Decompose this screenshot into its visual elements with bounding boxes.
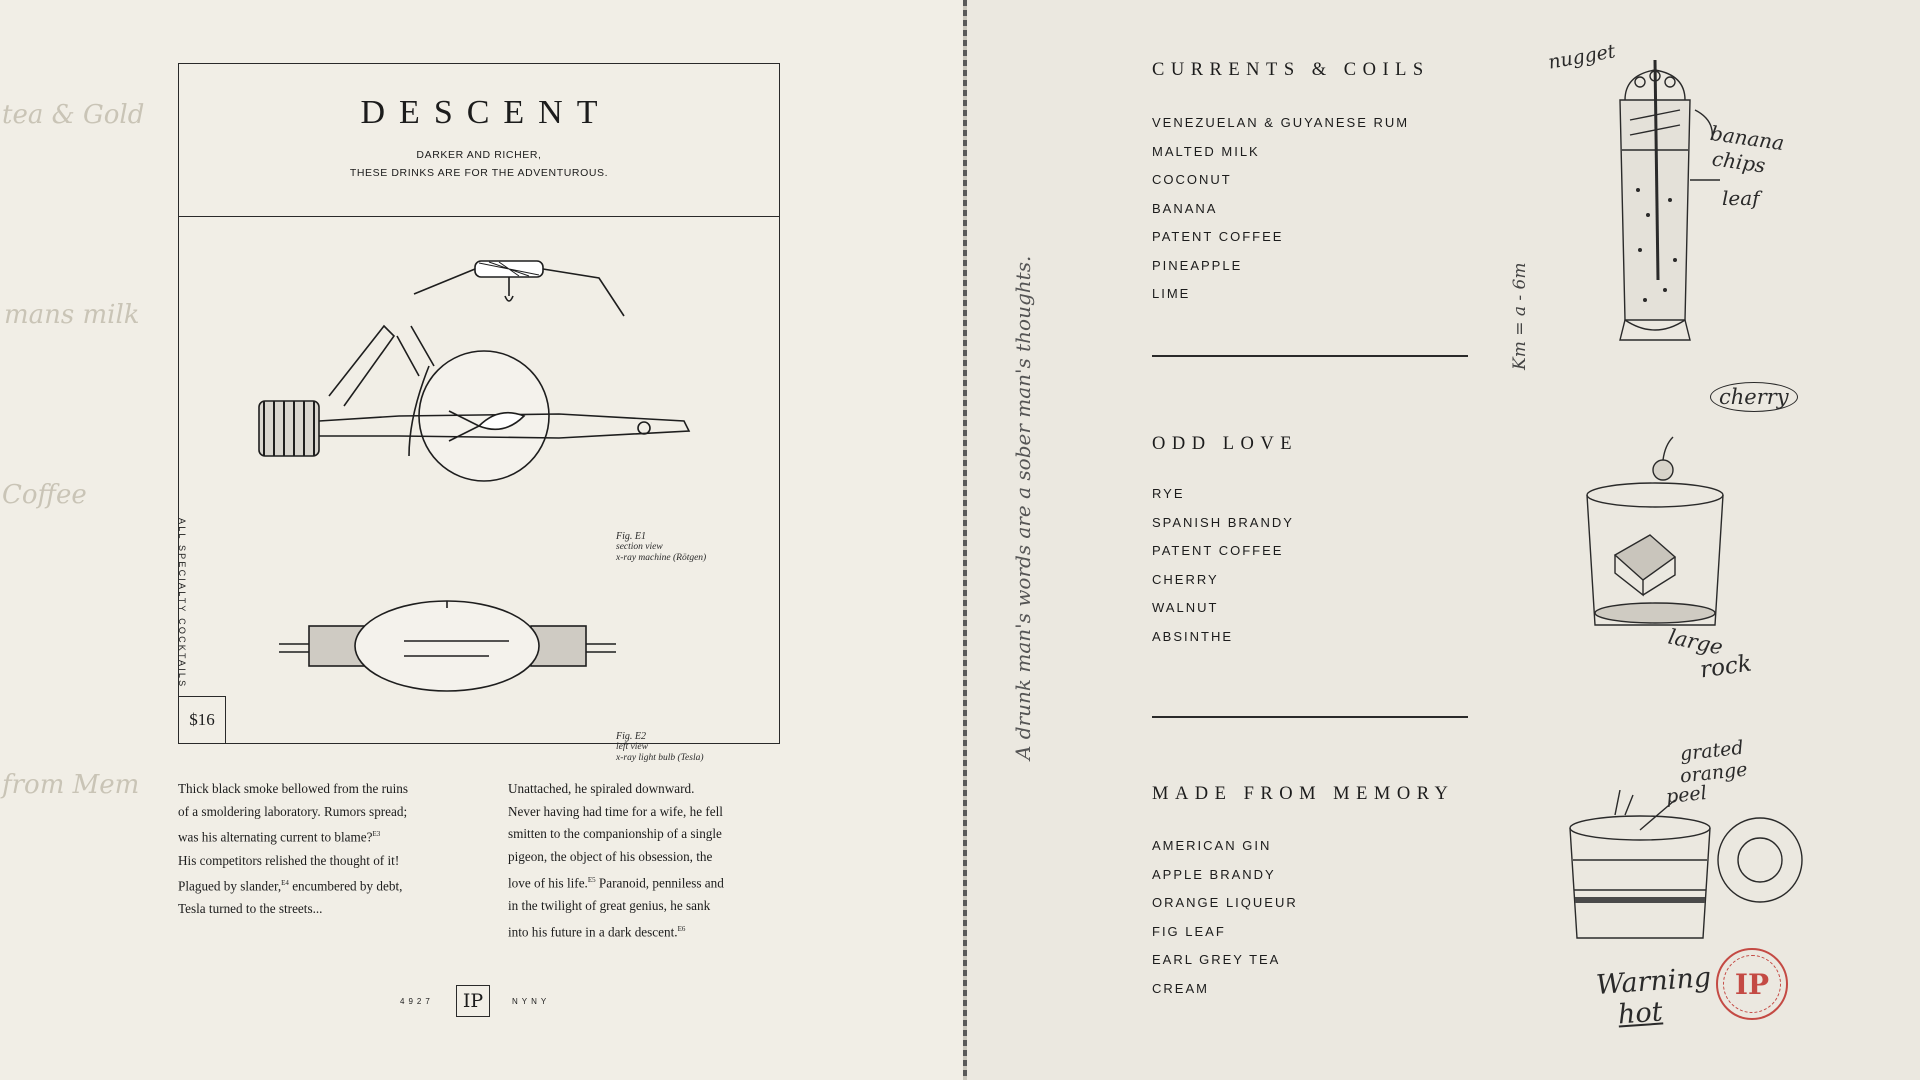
ingredient: LIME xyxy=(1152,286,1191,301)
story-line xyxy=(508,869,798,895)
vertical-label: ALL SPECIALTY COCKTAILS xyxy=(177,518,187,689)
footnote-ref: E5 xyxy=(587,875,596,884)
note-formula: Km = a - 6m xyxy=(1510,262,1530,370)
story-line: Thick black smoke bellowed from the ruins xyxy=(178,781,408,796)
ingredient: EARL GREY TEA xyxy=(1152,952,1281,967)
figure-desc: section view xyxy=(616,542,663,552)
story-line: His competitors relished the thought of it! xyxy=(178,852,400,868)
page-footer xyxy=(400,985,580,1019)
figure-desc: left view xyxy=(616,742,648,752)
ingredient-list xyxy=(1152,480,1294,651)
footnote-ref: E6 xyxy=(677,924,686,933)
story-line: smitten to the companionship of a single xyxy=(508,826,722,842)
figure-desc: x-ray light bulb (Tesla) xyxy=(616,753,704,763)
figure-label: Fig. E2 xyxy=(616,731,646,742)
ingredient: APPLE BRANDY xyxy=(1152,866,1276,882)
xray-illustration xyxy=(179,216,779,763)
story-line: Tesla turned to the streets... xyxy=(178,901,323,917)
note-grated: grated xyxy=(1679,736,1745,766)
story-line xyxy=(508,918,798,944)
figure-desc: x-ray machine (Rötgen) xyxy=(616,553,707,563)
note-peel: peel xyxy=(1664,781,1708,809)
faint-background-scribble: tea & Gold xyxy=(2,100,145,130)
ingredient: COCONUT xyxy=(1152,172,1232,187)
price-badge: $16 xyxy=(179,696,226,743)
ingredient-list xyxy=(1152,109,1409,309)
note-large: large xyxy=(1666,624,1726,660)
ingredient: MALTED MILK xyxy=(1152,143,1260,159)
story-line: of a smoldering laboratory. Rumors spread; xyxy=(178,803,408,819)
footer-location: NYNY xyxy=(512,997,551,1006)
ingredient: WALNUT xyxy=(1152,600,1219,615)
ingredient: AMERICAN GIN xyxy=(1152,838,1272,853)
story-text: love of his life. xyxy=(508,875,588,891)
ingredient: VENEZUELAN & GUYANESE RUM xyxy=(1152,115,1410,130)
ingredient: ORANGE LIQUEUR xyxy=(1152,895,1298,910)
note-rock: rock xyxy=(1698,650,1754,684)
story-line xyxy=(178,823,468,849)
ingredient: PINEAPPLE xyxy=(1152,257,1243,273)
margin-note: A drunk man's words are a sober man's thoughts. xyxy=(1011,255,1035,760)
note-warning: Warning xyxy=(1595,962,1713,1001)
subtitle-line: DARKER AND RICHER, xyxy=(416,149,542,161)
story-column-1 xyxy=(178,778,468,921)
ingredient: ABSINTHE xyxy=(1152,628,1234,644)
note-cherry: cherry xyxy=(1710,382,1798,412)
note-nugget: nugget xyxy=(1546,40,1618,74)
story-text: was his alternating current to blame? xyxy=(178,829,373,845)
ingredient: BANANA xyxy=(1152,200,1218,216)
story-line: Unattached, he spiraled downward. xyxy=(508,781,695,796)
figure-caption-e1 xyxy=(616,531,706,564)
footer-logo: IP xyxy=(456,985,490,1017)
figure-caption-e2 xyxy=(616,731,704,764)
note-orange: orange xyxy=(1679,758,1749,788)
note-leaf: leaf xyxy=(1722,186,1760,210)
note-banana: banana xyxy=(1708,120,1786,156)
section-divider xyxy=(1152,716,1468,718)
page-title: DESCENT xyxy=(360,94,612,131)
red-stamp-icon: IP xyxy=(1716,948,1788,1020)
note-chips: chips xyxy=(1710,146,1767,178)
footnote-ref: E4 xyxy=(281,879,289,888)
section-title: ODD LOVE xyxy=(1152,434,1299,454)
story-line: pigeon, the object of his obsession, the xyxy=(508,849,713,865)
footer-number: 4927 xyxy=(400,997,434,1006)
story-text: encumbered by debt, xyxy=(292,878,403,894)
section-title: CURRENTS & COILS xyxy=(1152,60,1430,80)
subtitle-line: THESE DRINKS ARE FOR THE ADVENTUROUS. xyxy=(349,167,609,179)
ingredient: FIG LEAF xyxy=(1152,923,1226,939)
story-column-2 xyxy=(508,778,798,944)
story-line: Never having had time for a wife, he fell xyxy=(508,803,723,819)
ingredient: RYE xyxy=(1152,486,1185,501)
story-text: Paranoid, penniless and xyxy=(595,875,724,891)
ingredient: SPANISH BRANDY xyxy=(1152,514,1294,530)
section-title: MADE FROM MEMORY xyxy=(1152,784,1455,804)
mug-sketch-icon xyxy=(1555,790,1815,950)
ingredient: PATENT COFFEE xyxy=(1152,543,1284,558)
story-line: in the twilight of great genius, he sank xyxy=(508,897,711,913)
footnote-ref: E3 xyxy=(372,830,381,839)
ingredient-list xyxy=(1152,832,1298,1003)
faint-background-scribble: Coffee xyxy=(2,480,87,510)
descent-card xyxy=(177,63,780,763)
descent-header xyxy=(179,64,779,217)
faint-background-scribble: mans milk xyxy=(4,300,140,330)
story-line xyxy=(178,872,468,898)
ingredient: CREAM xyxy=(1152,980,1209,996)
story-text: Plagued by slander, xyxy=(178,878,282,894)
figure-label: Fig. E1 xyxy=(616,531,646,542)
note-hot: hot xyxy=(1616,996,1664,1031)
rocks-glass-sketch-icon xyxy=(1555,385,1755,635)
section-divider xyxy=(1152,355,1468,357)
page-subtitle xyxy=(179,146,779,182)
faint-background-scribble: from Mem xyxy=(2,770,140,800)
story-text: into his future in a dark descent. xyxy=(508,924,678,939)
xray-machine-drawing xyxy=(179,216,779,743)
ingredient: PATENT COFFEE xyxy=(1152,229,1284,244)
ingredient: CHERRY xyxy=(1152,571,1219,587)
